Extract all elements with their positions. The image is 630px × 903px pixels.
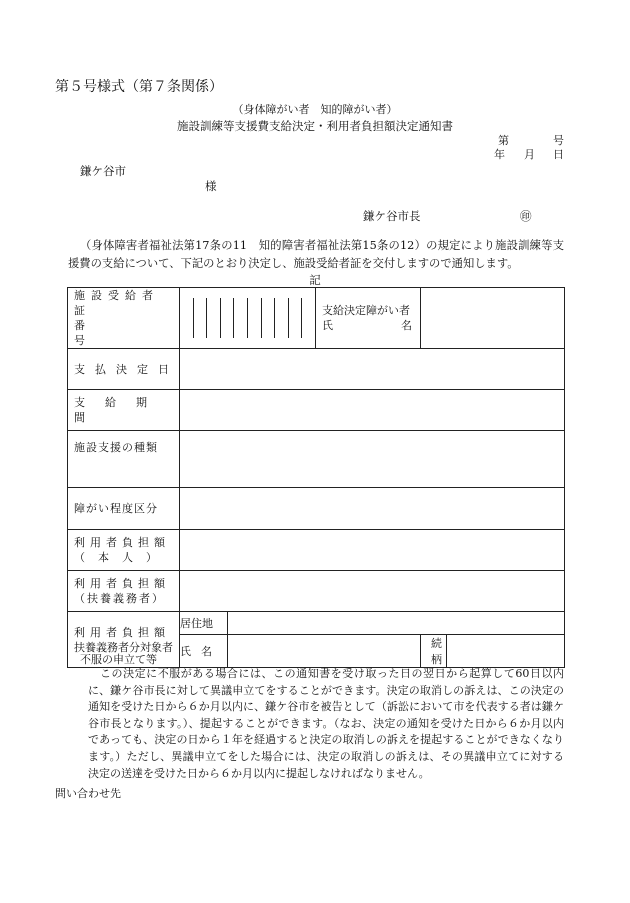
burden-self-field[interactable] <box>180 530 565 571</box>
disabled-person-label-line1: 支給決定障がい者 <box>322 304 410 317</box>
intro-paragraph: （身体障害者福祉法第17条の11 知的障害者福祉法第15条の12）の規定により施設訓練等支援費の支給について、下記のとおり決定し、施設受給者証を交付しますので通知します。 <box>68 239 564 270</box>
doc-number-go: 号 <box>553 134 564 147</box>
document-number <box>498 132 564 146</box>
certificate-label-line1: 施設受給者証 <box>74 289 159 317</box>
date-month: 月 <box>524 148 535 161</box>
burden-self-line2: （本人） <box>74 551 170 564</box>
relation-field[interactable] <box>447 635 565 668</box>
table-row-target-address <box>68 612 565 635</box>
facility-type-label: 施設支援の種類 <box>68 431 180 488</box>
table-row-disability-level <box>68 488 565 530</box>
address-field[interactable] <box>228 612 565 635</box>
certificate-number-boxes[interactable] <box>180 288 316 349</box>
payment-period-field[interactable] <box>180 390 565 431</box>
table-row-facility-type <box>68 431 565 488</box>
burden-target-line1: 利用者負担額 <box>74 625 170 639</box>
address-label: 居住地 <box>180 612 228 635</box>
burden-self-label <box>68 530 180 571</box>
table-row-payment-date <box>68 349 565 390</box>
recipient-honorific: 様 <box>205 179 217 193</box>
name-label-mei: 名 <box>401 319 412 332</box>
objection-paragraph: この決定に不服がある場合には、この通知書を受け取った日の翌日から起算して60日以内に、鎌ケ谷市長に対して異議申立てをすることができます。決定の取消しの訴えは、この決定の通知を受けた日から６か月以内に、鎌ケ谷市を被告として（訴訟において市を代表する者は鎌ケ谷市長となります。）、提起することができます。（なお、決定の通知を受けた日から６か月以内であっても、決定の日から１年を経過すると決定の取消しの訴えを提起することができなくなります。）ただし、異議申立てをした場合には、決定の取消しの訴えは、その異議申立てに対する決定の送達を受けた日から６か月以内に提起しなければなりません。 <box>88 667 564 780</box>
target-name-label <box>180 635 228 668</box>
payment-date-label: 支払決定日 <box>68 349 180 390</box>
burden-supporter-field[interactable] <box>180 571 565 612</box>
certificate-label-line2: 番号 <box>74 319 169 347</box>
date-year: 年 <box>494 148 505 161</box>
disabled-person-name-field[interactable] <box>421 288 565 349</box>
facility-type-field[interactable] <box>180 431 565 488</box>
issue-date <box>494 146 564 160</box>
table-row-payment-period <box>68 390 565 431</box>
target-name-field[interactable] <box>228 635 421 668</box>
table-row-certificate <box>68 288 565 349</box>
seal-mark: ㊞ <box>520 209 532 223</box>
certificate-number-label <box>68 288 180 349</box>
target-name-label-shi: 氏 <box>180 645 191 658</box>
objection-heading: 不服の申立て等 <box>80 653 157 666</box>
contact-label: 問い合わせ先 <box>55 787 121 800</box>
doc-number-dai: 第 <box>498 134 509 147</box>
sender-name: 鎌ケ谷市長 <box>363 209 421 223</box>
ki-heading: 記 <box>309 273 321 287</box>
decision-table <box>67 287 565 668</box>
name-label-shi: 氏 <box>322 319 333 332</box>
form-number: 第５号様式（第７条関係） <box>55 79 223 95</box>
burden-self-line1: 利用者負担額 <box>74 536 170 549</box>
disabled-person-label <box>316 288 421 349</box>
burden-supporter-line1: 利用者負担額 <box>74 577 170 590</box>
relation-label: 続柄 <box>421 635 447 668</box>
disability-level-label: 障がい程度区分 <box>68 488 180 530</box>
burden-target-line2: 扶養義務者分対象者 <box>74 640 173 654</box>
date-day: 日 <box>553 148 564 161</box>
target-name-label-mei: 名 <box>201 645 212 658</box>
payment-period-label: 支給期間 <box>68 390 180 431</box>
payment-date-field[interactable] <box>180 349 565 390</box>
table-row-burden-supporter <box>68 571 565 612</box>
burden-supporter-line2: （扶養義務者） <box>74 592 165 605</box>
recipient-city: 鎌ケ谷市 <box>80 164 126 178</box>
disability-level-field[interactable] <box>180 488 565 530</box>
document-title: 施設訓練等支援費支給決定・利用者負担額決定通知書 <box>177 119 453 133</box>
document-subtitle: （身体障がい者 知的障がい者） <box>232 103 398 116</box>
table-row-burden-self <box>68 530 565 571</box>
burden-supporter-label <box>68 571 180 612</box>
